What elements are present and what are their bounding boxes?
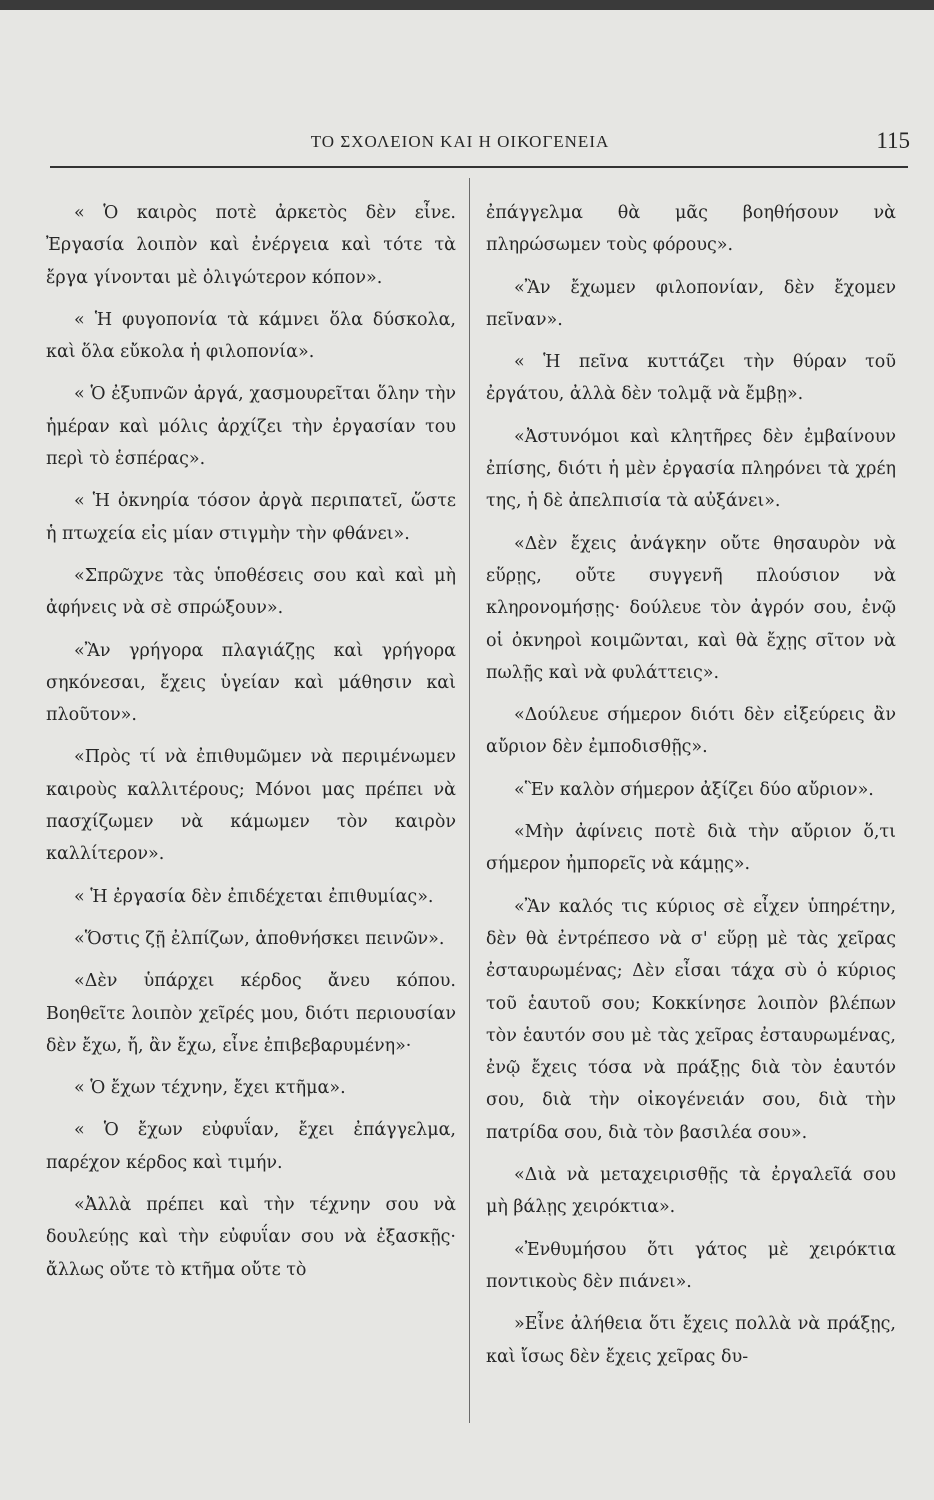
paragraph: «Δὲν ὑπάρχει κέρδος ἄνευ κόπου. Βοηθεῖτε λοιπὸν χεῖρές μου, διότι περιουσίαν δὲν ἔχω, ἤ, ἂν ἔχω, εἶνε ἐπιβεβαρυμένη»· — [46, 971, 456, 1056]
paragraph: « Ὁ ἐξυπνῶν ἀργά, χασμουρεῖται ὅλην τὴν ἡμέραν καὶ μόλις ἀρχίζει τὴν ἐργασίαν του περὶ τὸ ἑσπέρας». — [46, 384, 456, 470]
header-rule — [50, 166, 908, 168]
paragraph: «Μὴν ἀφίνεις ποτὲ διὰ τὴν αὔριον ὅ,τι σήμερον ἠμπορεῖς νὰ κάμῃς». — [486, 822, 896, 875]
paragraph: « Ὁ καιρὸς ποτὲ ἀρκετὸς δὲν εἶνε. Ἐργασία λοιπὸν καὶ ἐνέργεια καὶ τότε τὰ ἔργα γίνονται μὲ ὀλιγώτερον κόπον». — [46, 203, 456, 288]
paragraph: « Ἡ ὀκνηρία τόσον ἀργὰ περιπατεῖ, ὥστε ἡ πτωχεία εἰς μίαν στιγμὴν τὴν φθάνει». — [46, 491, 456, 544]
paragraph: « Ὁ ἔχων τέχνην, ἔχει κτῆμα». — [74, 1078, 346, 1099]
paragraph: ἐπάγγελμα θὰ μᾶς βοηθήσουν νὰ πληρώσωμεν τοὺς φόρους». — [486, 203, 896, 256]
paragraph: «Ἐνθυμήσου ὅτι γάτος μὲ χειρόκτια ποντικοὺς δὲν πιάνει». — [486, 1239, 896, 1292]
paragraph: «Ὅστις ζῇ ἐλπίζων, ἀποθνήσκει πεινῶν». — [74, 928, 445, 949]
paragraph: «Σπρῶχνε τὰς ὑποθέσεις σου καὶ καὶ μὴ ἀφήνεις νὰ σὲ σπρώξουν». — [46, 565, 456, 619]
paragraph: «Διὰ νὰ μεταχειρισθῇς τὰ ἐργαλεῖά σου μὴ βάλῃς χειρόκτια». — [486, 1165, 896, 1218]
paragraph: «Δὲν ἔχεις ἀνάγκην οὔτε θησαυρὸν νὰ εὕρῃς, οὔτε συγγενῆ πλούσιον νὰ κληρονομήσῃς· δούλευε τὸν ἀγρόν σου, ἐνῷ οἱ ὀκνηροὶ κοιμῶνται, καὶ θὰ ἔχῃς σῖτον νὰ πωλῇς καὶ νὰ φυλάττεις». — [486, 533, 896, 683]
paragraph: «Ἂν γρήγορα πλαγιάζῃς καὶ γρήγορα σηκόνεσαι, ἔχεις ὑγείαν καὶ μάθησιν καὶ πλοῦτον». — [46, 640, 456, 726]
paragraph: «Πρὸς τί νὰ ἐπιθυμῶμεν νὰ περιμένωμεν καιροὺς καλλιτέρους; Μόνοι μας πρέπει νὰ πασχίζωμεν νὰ κάμωμεν τὸν καιρὸν καλλίτερον». — [46, 747, 456, 865]
paragraph: »Εἶνε ἀλήθεια ὅτι ἔχεις πολλὰ νὰ πράξῃς, καὶ ἴσως δὲν ἔχεις χεῖρας δυ- — [486, 1314, 896, 1367]
paragraph: «Δούλευε σήμερον διότι δὲν εἰξεύρεις ἂν αὔριον δὲν ἐμποδισθῇς». — [486, 705, 896, 758]
left-column — [46, 197, 456, 1427]
page-header — [50, 128, 910, 162]
paragraph: «Ἀστυνόμοι καὶ κλητῆρες δὲν ἐμβαίνουν ἐπίσης, διότι ἡ μὲν ἐργασία πληρόνει τὰ χρέη της, ἡ δὲ ἀπελπισία τὰ αὐξάνει». — [486, 426, 896, 512]
scan-top-edge — [0, 0, 934, 10]
paragraph: «Ἂν καλός τις κύριος σὲ εἶχεν ὑπηρέτην, δὲν θὰ ἐντρέπεσο νὰ σ' εὕρῃ μὲ τὰς χεῖρας ἐσταυρωμένας; Δὲν εἶσαι τάχα σὺ ὁ κύριος τοῦ ἑαυτοῦ σου; Κοκκίνησε λοιπὸν βλέπων τὸν ἑαυτόν σου μὲ τὰς χεῖρας ἐσταυρωμένας, ἐνῷ ἔχεις τόσα νὰ πράξῃς διὰ τὸν ἑαυτόν σου, διὰ τὴν οἰκογένειάν σου, διὰ τὴν πατρίδα σου, διὰ τὸν βασιλέα σου». — [486, 896, 896, 1143]
paragraph: «Ἂν ἔχωμεν φιλοπονίαν, δὲν ἔχομεν πεῖναν». — [486, 277, 896, 330]
paragraph: «Ἀλλὰ πρέπει καὶ τὴν τέχνην σου νὰ δουλεύῃς καὶ τὴν εὐφυΐαν σου νὰ ἐξασκῇς· ἄλλως οὔτε τὸ κτῆμα οὔτε τὸ — [46, 1195, 456, 1280]
paragraph: « Ὁ ἔχων εὐφυΐαν, ἔχει ἐπάγγελμα, παρέχον κέρδος καὶ τιμήν. — [46, 1120, 456, 1173]
paragraph: « Ἡ πεῖνα κυττάζει τὴν θύραν τοῦ ἐργάτου, ἀλλὰ δὲν τολμᾷ νὰ ἔμβῃ». — [486, 352, 896, 405]
paragraph: «Ἓν καλὸν σήμερον ἀξίζει δύο αὔριον». — [514, 779, 874, 800]
column-divider — [469, 178, 470, 1423]
paragraph: « Ἡ ἐργασία δὲν ἐπιδέχεται ἐπιθυμίας». — [74, 886, 434, 907]
right-column — [486, 197, 896, 1427]
page-number: 115 — [876, 128, 910, 153]
paragraph: « Ἡ φυγοπονία τὰ κάμνει ὅλα δύσκολα, καὶ ὅλα εὔκολα ἡ φιλοπονία». — [46, 309, 456, 363]
running-title: ΤΟ ΣΧΟΛΕΙΟΝ ΚΑΙ Η ΟΙΚΟΓΕΝΕΙΑ — [310, 132, 610, 151]
